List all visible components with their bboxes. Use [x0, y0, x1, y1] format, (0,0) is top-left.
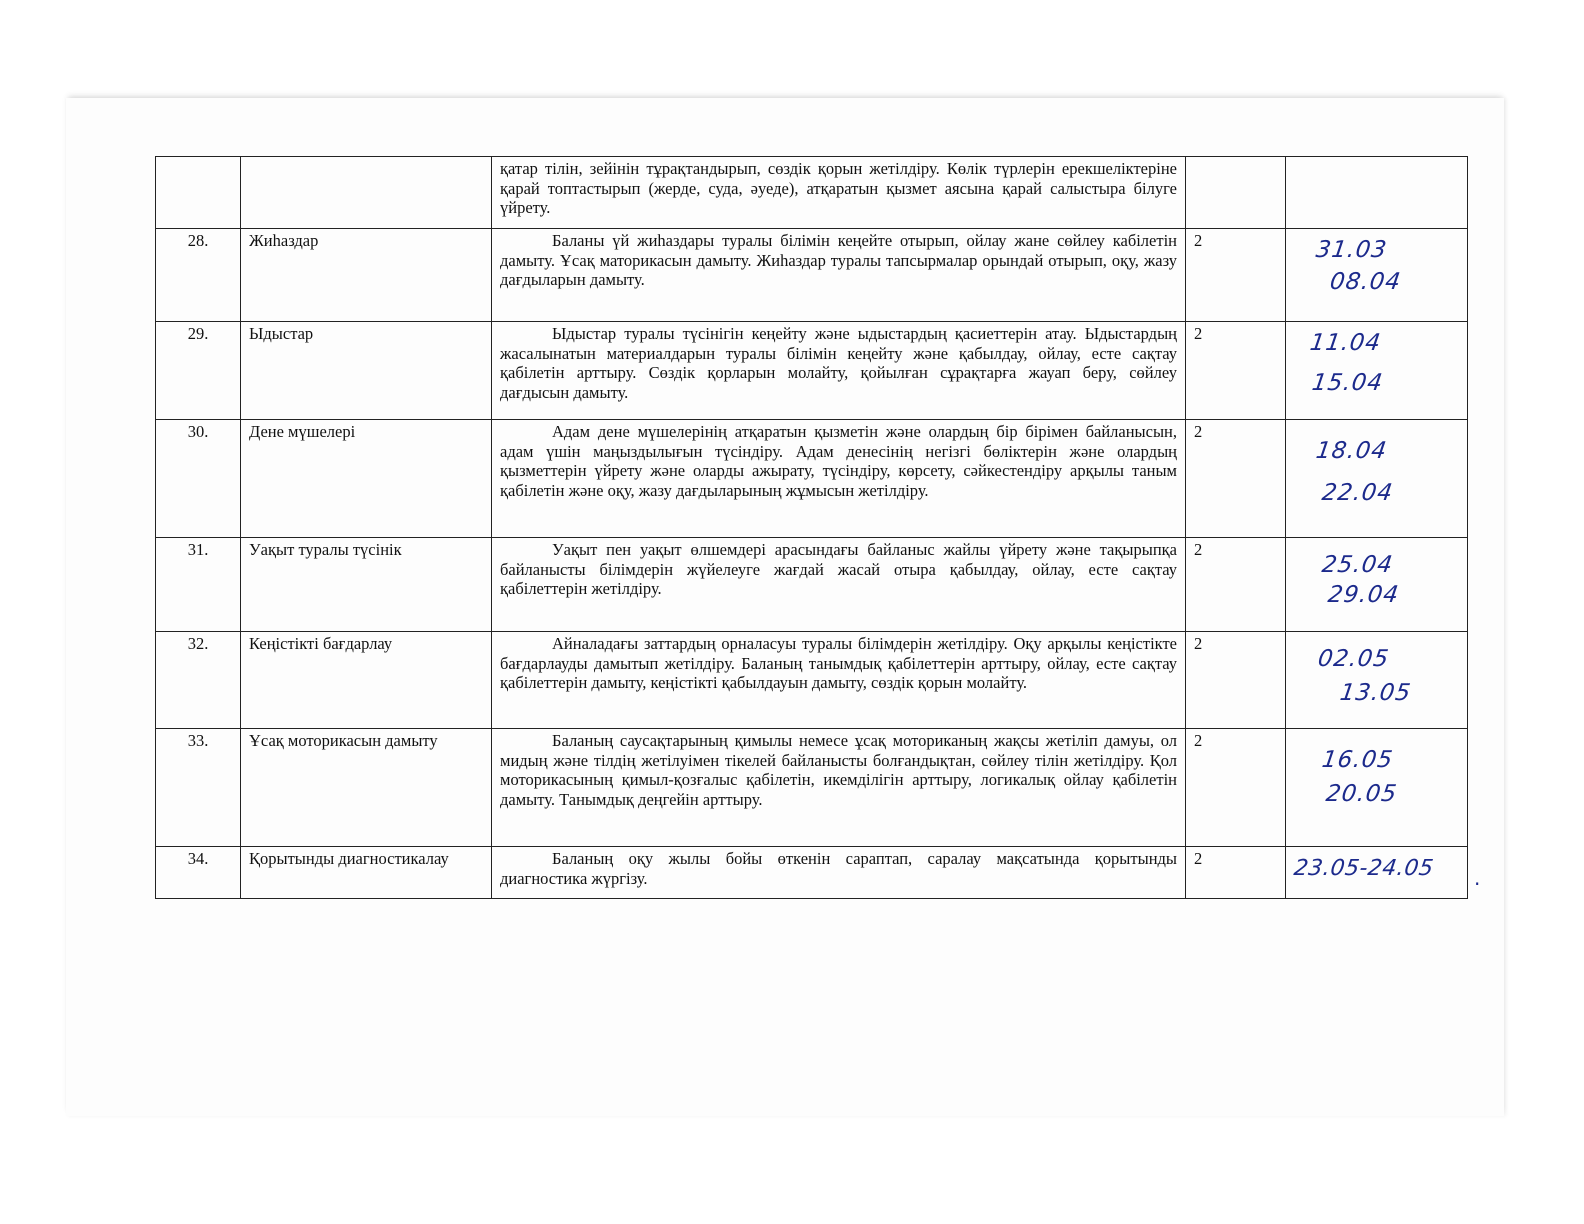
handwritten-date: 13.05: [1338, 680, 1413, 706]
row-number: 28.: [156, 229, 241, 322]
row-description: Уақыт пен уақыт өлшемдері арасындағы байланыс жайлы үйрету және тақырыпқа байланысты білімдерін жүйелеуге жағдай жасай отыра қабылдау, ойлау, есте сақтау қабілеттерін жетілдіру.: [492, 538, 1186, 632]
row-dates: [1286, 420, 1468, 538]
row-topic: Қорытынды диагностикалау: [241, 847, 492, 899]
handwritten-date: 25.04: [1320, 552, 1395, 578]
row-description: Айналадағы заттардың орналасуы туралы білімдерін жетілдіру. Оқу арқылы кеңістікте бағдарлауды дамытып жетілдіру. Баланың танымдық қабілеттерін арттыру, ойлау, есте сақтау қабілеттерін дамыту, кеңістікті қабылдауын дамыту, сөздік қорын молайту.: [492, 632, 1186, 729]
table-row: [156, 538, 1468, 632]
row-dates: [1286, 157, 1468, 229]
row-description: Адам дене мүшелерінің атқаратын қызметін және олардың бір бірімен байланысын, адам үшін маңыздылығын түсіндіру. Адам денесінің негізгі бөліктерін және олардың қызметтерін үйрету және оларды ажырату, түсіндіру, көрсету, сәйкестендіру арқылы таным қабілетін және оқу, жазу дағдыларының жұмысын жетілдіру.: [492, 420, 1186, 538]
row-hours: 2: [1186, 847, 1286, 899]
handwritten-date: 16.05: [1320, 747, 1395, 773]
row-topic: Кеңістікті бағдарлау: [241, 632, 492, 729]
table-row: [156, 157, 1468, 229]
row-hours: 2: [1186, 322, 1286, 420]
table-row: [156, 322, 1468, 420]
row-topic: Уақыт туралы түсінік: [241, 538, 492, 632]
handwritten-date: 29.04: [1326, 582, 1401, 608]
row-topic: Жиһаздар: [241, 229, 492, 322]
handwritten-date: 20.05: [1324, 781, 1399, 807]
row-number: 31.: [156, 538, 241, 632]
row-topic: [241, 157, 492, 229]
handwritten-date: 31.03: [1314, 237, 1389, 263]
row-hours: [1186, 157, 1286, 229]
handwritten-date: 15.04: [1310, 370, 1385, 396]
row-hours: 2: [1186, 632, 1286, 729]
row-topic: Дене мүшелері: [241, 420, 492, 538]
row-number: [156, 157, 241, 229]
handwritten-date: 22.04: [1320, 480, 1395, 506]
table-row: [156, 229, 1468, 322]
row-hours: 2: [1186, 538, 1286, 632]
handwritten-date: 08.04: [1328, 269, 1403, 295]
handwritten-date: 18.04: [1314, 438, 1389, 464]
row-hours: 2: [1186, 229, 1286, 322]
row-number: 29.: [156, 322, 241, 420]
row-description: Ыдыстар туралы түсінігін кеңейту және ыдыстардың қасиеттерін атау. Ыдыстардың жасалынатын материалдарын туралы білімін кеңейту және қабылдау, ойлау, есте сақтау қабілетін арттыру. Сөздік қорларын молайту, қойылған сұрақтарға жауап беру, сөйлеу дағдысын дамыту.: [492, 322, 1186, 420]
lesson-plan-table: [155, 156, 1468, 899]
row-dates: [1286, 229, 1468, 322]
handwritten-date: 23.05-24.05: [1292, 856, 1436, 881]
handwritten-date: 11.04: [1308, 330, 1383, 356]
row-dates: [1286, 847, 1468, 899]
table-row: [156, 420, 1468, 538]
row-description: Баланың саусақтарының қимылы немесе ұсақ моториканың жақсы жетіліп дамуы, ол мидың және тілдің жетілуімен тікелей байланысты болғандықтан, сөйлеу тілін жетілдіру. Қол моторикасының қимыл-қозғалыс қабілетін, икемділігін арттыру, логикалық ойлау қабілетін дамыту. Танымдық деңгейін арттыру.: [492, 729, 1186, 847]
row-dates: [1286, 538, 1468, 632]
row-dates: [1286, 729, 1468, 847]
row-number: 30.: [156, 420, 241, 538]
trailing-mark: ·: [1474, 872, 1481, 896]
row-description: қатар тілін, зейінін тұрақтандырып, сөздік қорын жетілдіру. Көлік түрлерін ерекшеліктеріне қарай топтастырып (жерде, суда, әуеде), атқаратын қызмет аясына қарай салыстыра білуге үйрету.: [492, 157, 1186, 229]
row-hours: 2: [1186, 420, 1286, 538]
row-hours: 2: [1186, 729, 1286, 847]
row-number: 34.: [156, 847, 241, 899]
handwritten-date: 02.05: [1316, 646, 1391, 672]
row-dates: [1286, 322, 1468, 420]
row-topic: Ұсақ моторикасын дамыту: [241, 729, 492, 847]
row-dates: [1286, 632, 1468, 729]
table-row: [156, 847, 1468, 899]
row-description: Баланың оқу жылы бойы өткенін сараптап, саралау мақсатында қорытынды диагностика жүргізу.: [492, 847, 1186, 899]
row-number: 33.: [156, 729, 241, 847]
row-description: Баланы үй жиһаздары туралы білімін кеңейте отырып, ойлау жане сөйлеу кабілетін дамыту. Ұсақ маторикасын дамыту. Жиһаздар туралы тапсырмалар орындай отырып, оқу, жазу дағдыларын дамыту.: [492, 229, 1186, 322]
table-row: [156, 632, 1468, 729]
table-row: [156, 729, 1468, 847]
row-topic: Ыдыстар: [241, 322, 492, 420]
row-number: 32.: [156, 632, 241, 729]
